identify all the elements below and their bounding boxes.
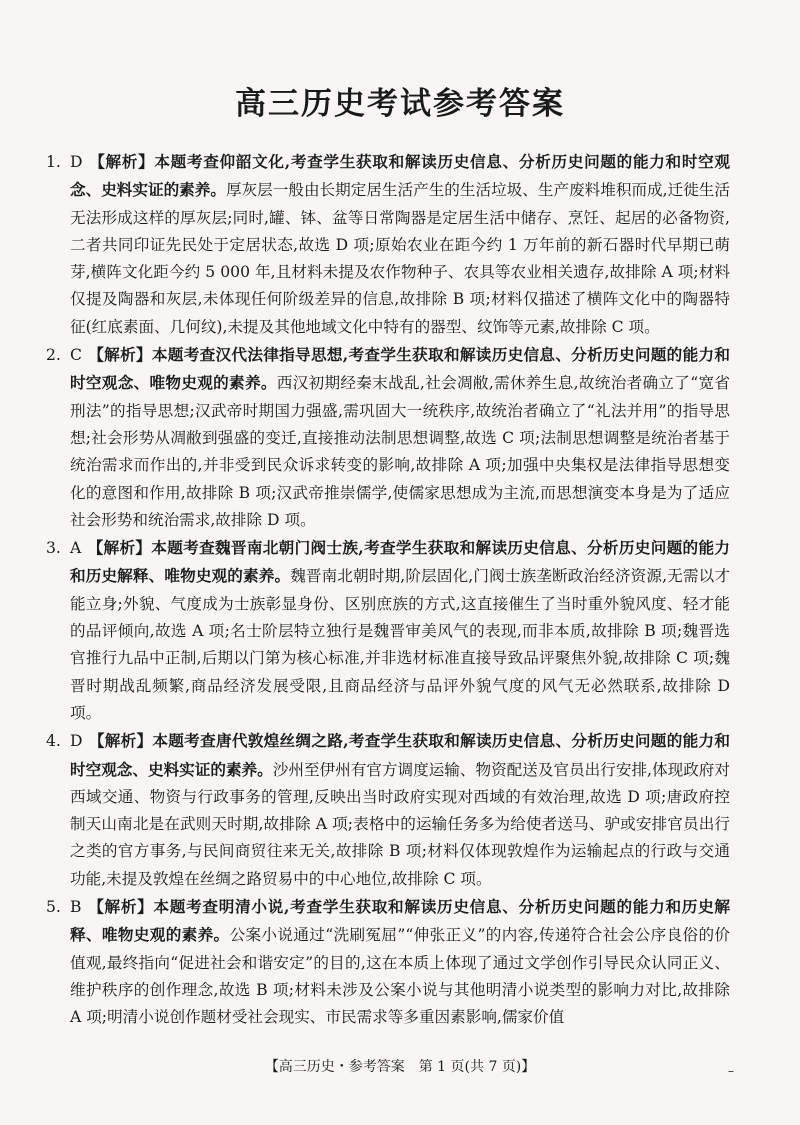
question-number: 2. xyxy=(46,346,61,365)
analysis-tag: 【解析】 xyxy=(87,538,152,558)
analysis-body: 沙州至伊州有官方调度运输、物资配送及官员出行安排,体现政府对西域交通、物资与行政事务的管理,反映出当时政府实现对西域的有效治理,故选 D 项;唐政府控制天山南北是在武则天时期,故排除 A 项;表格中的运输任务多为给使者送马、驴或安排官员出行之类的官方事务,与民间商贸往来无关,故排除 B 项;材料仅体现敦煌作为运输起点的行政与交通功能,未提及敦煌在丝绸之路贸易中的中心地位,故排除 C 项。 xyxy=(70,760,730,888)
answer-item-1 xyxy=(46,148,730,341)
analysis-body: 魏晋南北朝时期,阶层固化,门阀士族垄断政治经济资源,无需以才能立身;外貌、气度成为士族彰显身份、区别庶族的方式,这直接催生了当时重外貌风度、轻才能的品评倾向,故选 A 项;名士阶层特立独行是魏晋审美风气的表现,而非本质,故排除 B 项;魏晋选官推行九品中正制,后期以门第为核心标准,并非选材标准直接导致品评聚焦外貌,故排除 C 项;魏晋时期战乱频繁,商品经济发展受限,且商品经济与品评外貌气度的风气无必然联系,故排除 D 项。 xyxy=(70,567,730,722)
answer-letter: C xyxy=(70,346,82,365)
corner-mark: – xyxy=(728,1064,734,1078)
analysis-body: 厚灰层一般由长期定居生活产生的生活垃圾、生产废料堆积而成,迁徙生活无法形成这样的厚灰层;同时,罐、钵、盆等日常陶器是定居生活中储存、烹饪、起居的必备物资,二者共同印证先民处于定居状态,故选 D 项;原始农业在距今约 1 万年前的新石器时代早期已萌芽,横阵文化距今约 5 000 年,且材料未提及农作物种子、农具等农业相关遗存,故排除 A 项;材料仅提及陶器和灰层,未体现任何阶级差异的信息,故排除 B 项;材料仅描述了横阵文化中的陶器特征(红底素面、几何纹),未提及其他地域文化中特有的器型、纹饰等元素,故排除 C 项。 xyxy=(70,181,730,336)
analysis-lead: 本题考查唐代敦煌丝绸之路,考查学生获取和解读历史信息、分析历史问题的能力和时空观念、史料实证的素养。 xyxy=(70,731,730,779)
analysis-lead: 本题考查明清小说,考查学生获取和解读历史信息、分析历史问题的能力和历史解释、唯物史观的素养。 xyxy=(70,897,730,945)
analysis-tag: 【解析】 xyxy=(87,345,152,365)
answer-item-4 xyxy=(46,727,730,893)
page-footer: 【高三历史・参考答案 第 1 页(共 7 页)】 xyxy=(264,1059,536,1075)
question-number: 5. xyxy=(46,898,61,917)
analysis-body: 西汉初期经秦末战乱,社会凋敝,需休养生息,故统治者确立了“宽省刑法”的指导思想;汉武帝时期国力强盛,需巩固大一统秩序,故统治者确立了“礼法并用”的指导思想;社会形势从凋敝到强盛的变迁,直接推动法制思想调整,故选 C 项;法制思想调整是统治者基于统治需求而作出的,并非受到民众诉求转变的影响,故排除 A 项;加强中央集权是法律指导思想变化的意图和作用,故排除 B 项;汉武帝推崇儒学,使儒家思想成为主流,而思想演变本身是为了适应社会形势和统治需求,故排除 D 项。 xyxy=(70,374,730,529)
analysis-tag: 【解析】 xyxy=(87,897,154,917)
answer-letter: A xyxy=(70,539,82,558)
analysis-lead: 本题考查仰韶文化,考查学生获取和解读历史信息、分析历史问题的能力和时空观念、史料实证的素养。 xyxy=(70,152,730,200)
answer-list xyxy=(46,148,730,1032)
answer-item-2 xyxy=(46,341,730,534)
analysis-lead: 本题考查魏晋南北朝门阀士族,考查学生获取和解读历史信息、分析历史问题的能力和历史解释、唯物史观的素养。 xyxy=(70,538,730,586)
analysis-body: 公案小说通过“洗刷冤屈”“伸张正义”的内容,传递符合社会公序良俗的价值观,最终指向“促进社会和谐安定”的目的,这在本质上体现了通过文学创作引导民众认同正义、维护秩序的创作理念,故选 B 项;材料未涉及公案小说与其他明清小说类型的影响力对比,故排除 A 项;明清小说创作题材受社会现实、市民需求等多重因素影响,儒家价值 xyxy=(70,926,730,1027)
analysis-tag: 【解析】 xyxy=(88,731,153,751)
answer-letter: D xyxy=(70,153,83,171)
answer-letter: D xyxy=(70,732,83,751)
question-number: 4. xyxy=(46,732,61,751)
answer-item-3 xyxy=(46,534,730,727)
analysis-tag: 【解析】 xyxy=(88,152,155,171)
question-number: 3. xyxy=(46,539,61,558)
page-title: 高三历史考试参考答案 xyxy=(235,86,565,122)
answer-item-5 xyxy=(46,893,730,1031)
analysis-lead: 本题考查汉代法律指导思想,考查学生获取和解读历史信息、分析历史问题的能力和时空观念、唯物史观的素养。 xyxy=(70,345,730,393)
answer-letter: B xyxy=(70,898,82,917)
question-number: 1. xyxy=(46,153,61,171)
